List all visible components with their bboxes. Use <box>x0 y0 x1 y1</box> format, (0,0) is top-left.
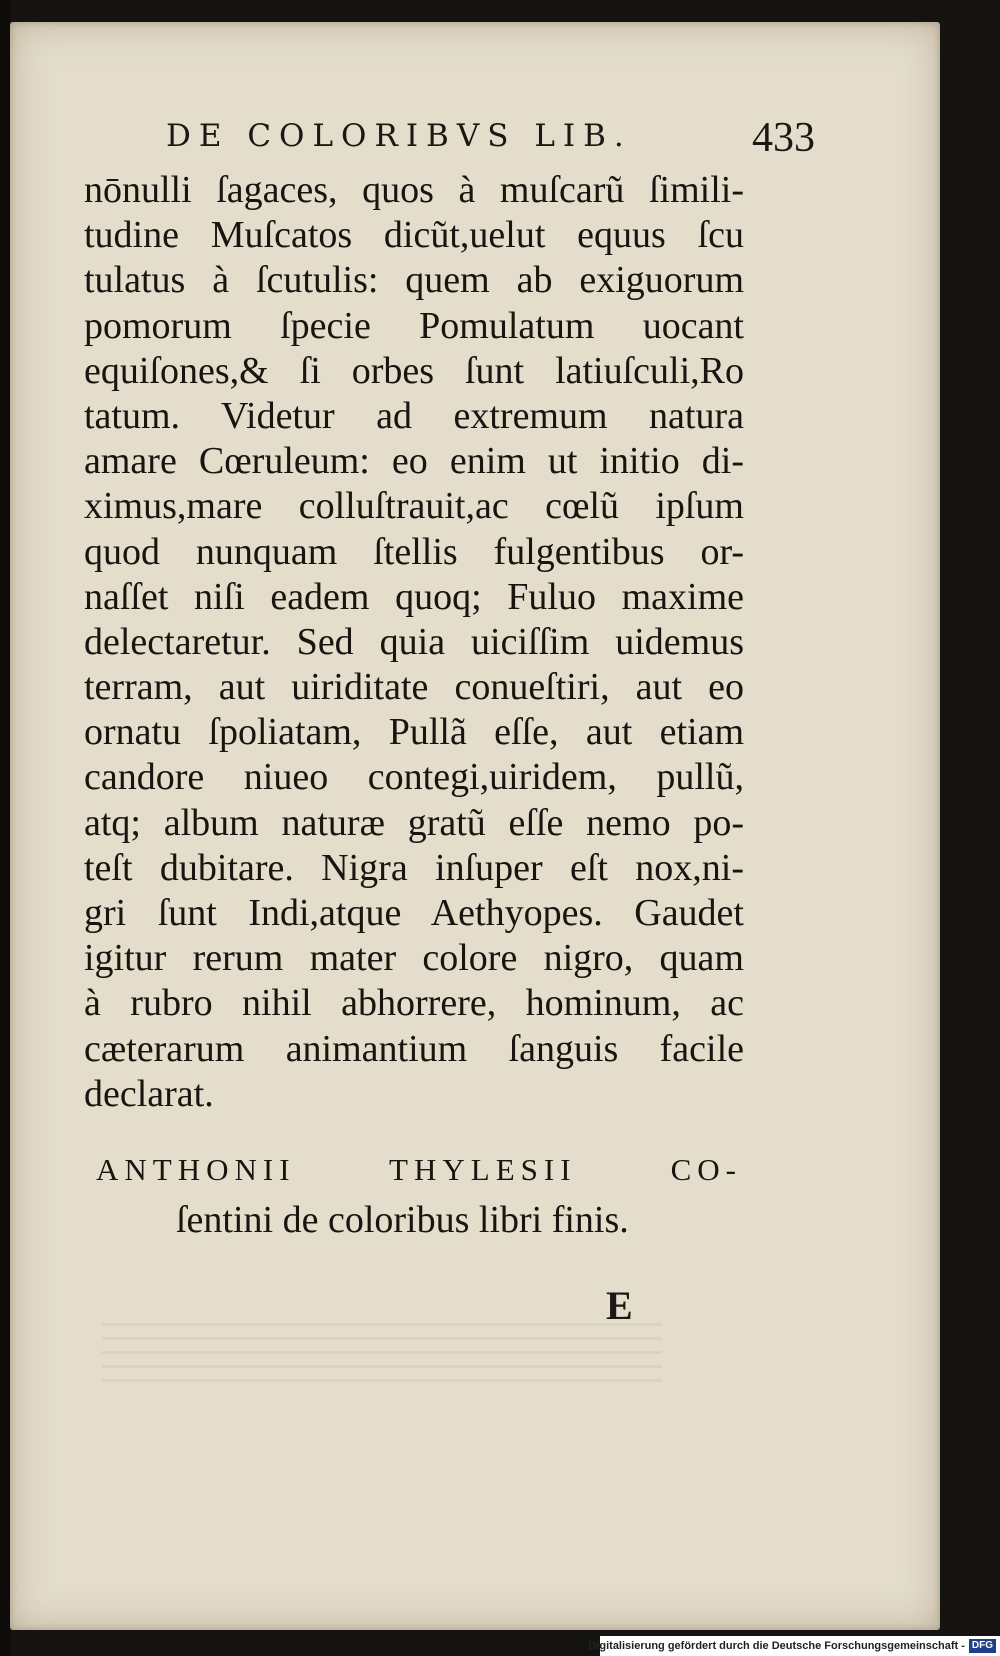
text-line: igitur rerum mater colore nigro, quam <box>84 937 744 980</box>
show-through <box>102 1322 662 1382</box>
book-edge <box>0 0 10 1656</box>
text-line: delectaretur. Sed quia uiciſſim uidemus <box>84 620 744 663</box>
text-line: gri ſunt Indi,atque Aethyopes. Gaudet <box>84 892 744 934</box>
text-line: nōnulli ſagaces, quos à muſcarũ ſimili- <box>84 169 744 211</box>
text-line: ornatu ſpoliatam, Pullã eſſe, aut etiam <box>84 711 744 754</box>
text-line: cæterarum animantium ſanguis facile <box>84 1027 744 1070</box>
text-line: à rubro nihil abhorrere, hominum, ac <box>84 982 744 1025</box>
text-line: tatum. Videtur ad extremum natura <box>84 394 744 437</box>
text-line: candore niueo contegi,uiridem, pullũ, <box>84 756 744 799</box>
text-line: atq; album naturæ gratũ eſſe nemo po- <box>84 801 744 844</box>
text-line: equiſones,& ſi orbes ſunt latiuſculi,Ro <box>84 349 744 392</box>
text-line: tulatus à ſcutulis: quem ab exiguorum <box>84 259 744 302</box>
signature-mark: E <box>606 1283 633 1328</box>
text-line: declarat. <box>84 1072 214 1115</box>
text-line: teſt dubitare. Nigra inſuper eſt nox,ni- <box>84 846 744 889</box>
page-number: 433 <box>752 115 815 161</box>
colophon-line-1: ANTHONII THYLESII CO- <box>96 1152 742 1187</box>
text-line: quod nunquam ſtellis fulgentibus or- <box>84 530 744 573</box>
text-line: pomorum ſpecie Pomulatum uocant <box>84 304 744 347</box>
digitization-credit-bar <box>588 1636 1000 1656</box>
credit-text: Digitalisierung gefördert durch die Deutsche Forschungsgemeinschaft - <box>588 1640 965 1652</box>
colophon-line-2: ſentini de coloribus libri finis. <box>176 1199 629 1241</box>
text-line: terram, aut uiriditate conueſtiri, aut eo <box>84 666 744 709</box>
running-title: DE COLORIBVS LIB. <box>166 118 632 154</box>
text-line: amare Cœruleum: eo enim ut initio di- <box>84 440 744 483</box>
text-line: naſſet niſi eadem quoq; Fuluo maxime <box>84 575 744 618</box>
text-line: tudine Muſcatos dicũt,uelut equus ſcu <box>84 214 744 257</box>
body-text <box>84 168 744 1117</box>
text-line: ximus,mare colluſtrauit,ac cœlũ ipſum <box>84 485 744 528</box>
colophon <box>96 1152 742 1242</box>
dfg-logo-icon: DFG <box>969 1639 996 1653</box>
